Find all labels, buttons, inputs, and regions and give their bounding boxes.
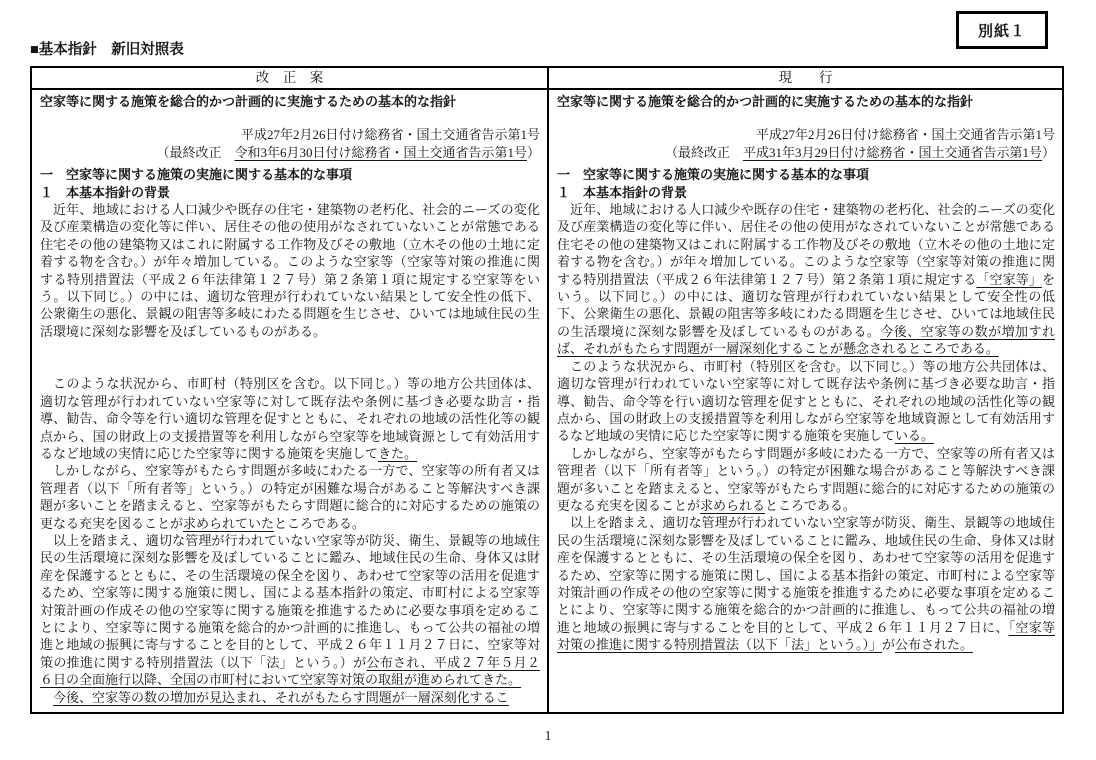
- current-sub-heading: １ 本基本指針の背景: [557, 184, 688, 200]
- revised-paragraph: 近年、地域における人口減少や既存の住宅・建築物の老朽化、社会的ニーズの変化及び産業構造の変化等に伴い、居住その他の使用がなされていないことが常態である住宅その他の建築物又はこれに附属する工作物及びその敷地（立木その他の土地に定着する物を含む。）が年々増加している。このような空家等（空家等対策の推進に関する特別措置法（平成２６年法律第１２７号）第２条第１項に規定する空家等をいう。以下同じ。）の中には、適切な管理が行われていない結果として安全性の低下、公衆衛生の悪化、景観の阻害等多岐にわたる問題を生じさせ、ひいては地域住民の生活環境に深刻な影響を及ぼしているものがある。: [40, 202, 540, 339]
- revised-paragraph: 以上を踏まえ、適切な管理が行われていない空家等が防災、衛生、景観等の地域住民の生活環境に深刻な影響を及ぼしていることに鑑み、地域住民の生命、身体又は財産を保護するとともに、その生活環境の保全を図り、あわせて空家等の活用を促進するため、空家等に関する施策に関し、国による基本指針の策定、市町村による空家等対策計画の作成その他の空家等に関する施策を推進するために必要な事項を定めることにより、空家等に関する施策を総合的かつ計画的に推進し、もって公共の福祉の増進と地域の振興に寄与することを目的として、平成２６年１１月２７日に、空家等対策の推進に関する特別措置法（以下「法」という。）が公布され、平成２７年５月２６日の全面施行以降、全国の市町村において空家等対策の取組が進められてきた。: [40, 532, 540, 688]
- revised-doc-title: 空家等に関する施策を総合的かつ計画的に実施するための基本的な指針: [40, 94, 457, 109]
- current-section-heading: 一 空家等に関する施策の実施に関する基本的な事項: [557, 167, 870, 183]
- current-paragraph: 以上を踏まえ、適切な管理が行われていない空家等が防災、衛生、景観等の地域住民の生活環境に深刻な影響を及ぼしていることに鑑み、地域住民の生命、身体又は財産を保護するとともに、その生活環境の保全を図り、あわせて空家等の活用を促進するため、空家等に関する施策に関し、国による基本指針の策定、市町村による空家等対策計画の作成その他の空家等に関する施策を推進するために必要な事項を定めることにより、空家等に関する施策を総合的かつ計画的に推進し、もって公共の福祉の増進と地域の振興に寄与することを目的として、平成２６年１１月２７日に、「空家等対策の推進に関する特別措置法（以下「法」という。）」が公布された。: [557, 515, 1055, 653]
- column-header-revised: 改 正 案: [255, 70, 324, 85]
- revised-notice-line-2: （最終改正 令和3年6月30日付け総務省・国土交通省告示第1号）: [156, 144, 540, 160]
- revised-notice-block: [40, 126, 540, 161]
- attachment-label-box: [956, 11, 1048, 49]
- table-body-row: [32, 90, 1062, 714]
- current-column-cell: [547, 90, 1062, 714]
- revised-sub-heading: １ 本基本指針の背景: [40, 184, 171, 200]
- current-paragraph: このような状況から、市町村（特別区を含む。以下同じ。）等の地方公共団体は、適切な管理が行われていない空家等に対して既存法や条例に基づき必要な助言・指導、勧告、命令等を行い適切な管理を促すとともに、それぞれの地域の活性化等の観点から、国の財政上の支援措置等を利用しながら空家等を地域資源として有効活用するなど地域の実情に応じた空家等に関する施策を実施している。: [557, 358, 1055, 444]
- revised-paragraph: しかしながら、空家等がもたらす問題が多岐にわたる一方で、空家等の所有者又は管理者（以下「所有者等」という。）の特定が困難な場合があること等解決すべき課題が多いことを踏まえると、空家等がもたらす問題に総合的に対応するための施策の更なる充実を図ることが求められていたところである。: [40, 463, 540, 531]
- revised-section-heading: 一 空家等に関する施策の実施に関する基本的な事項: [40, 167, 353, 183]
- page-number: 1: [544, 728, 552, 743]
- current-notice-block: [557, 126, 1055, 161]
- column-header-current: 現 行: [547, 68, 1062, 88]
- current-notice-line-1: 平成27年2月26日付け総務省・国土交通省告示第1号: [755, 127, 1055, 143]
- current-paragraph: しかしながら、空家等がもたらす問題が多岐にわたる一方で、空家等の所有者又は管理者（以下「所有者等」という。）の特定が困難な場合があること等解決すべき課題が多いことを踏まえると、空家等がもたらす問題に総合的に対応するための施策の更なる充実を図ることが求められるところである。: [557, 445, 1055, 513]
- comparison-table: [30, 66, 1064, 714]
- page-title: ■基本指針 新旧対照表: [30, 42, 184, 58]
- revised-notice-line-1: 平成27年2月26日付け総務省・国土交通省告示第1号: [240, 127, 540, 143]
- current-doc-title: 空家等に関する施策を総合的かつ計画的に実施するための基本的な指針: [557, 94, 974, 109]
- current-notice-line-2: （最終改正 平成31年3月29日付け総務省・国土交通省告示第1号）: [664, 144, 1055, 160]
- revised-paragraph: 今後、空家等の数の増加が見込まれ、それがもたらす問題が一層深刻化するこ: [53, 689, 509, 705]
- revised-column-cell: [32, 90, 547, 714]
- table-header-row: [32, 68, 1062, 90]
- attachment-label: 別紙１: [977, 22, 1026, 40]
- revised-paragraph: このような状況から、市町村（特別区を含む。以下同じ。）等の地方公共団体は、適切な管理が行われていない空家等に対して既存法や条例に基づき必要な助言・指導、勧告、命令等を行い適切な管理を促すとともに、それぞれの地域の活性化等の観点から、国の財政上の支援措置等を利用しながら空家等を地域資源として有効活用するなど地域の実情に応じた空家等に関する施策を実施してきた。: [40, 376, 540, 461]
- current-paragraph: 近年、地域における人口減少や既存の住宅・建築物の老朽化、社会的ニーズの変化及び産業構造の変化等に伴い、居住その他の使用がなされていないことが常態である住宅その他の建築物又はこれに附属する工作物及びその敷地（立木その他の土地に定着する物を含む。）が年々増加している。このような空家等（空家等対策の推進に関する特別措置法（平成２６年法律第１２７号）第２条第１項に規定する「空家等」をいう。以下同じ。）の中には、適切な管理が行われていない結果として安全性の低下、公衆衛生の悪化、景観の阻害等多岐にわたる問題を生じさせ、ひいては地域住民の生活環境に深刻な影響を及ぼしているものがある。今後、空家等の数が増加すれば、それがもたらす問題が一層深刻化することが懸念されるところである。: [557, 202, 1055, 357]
